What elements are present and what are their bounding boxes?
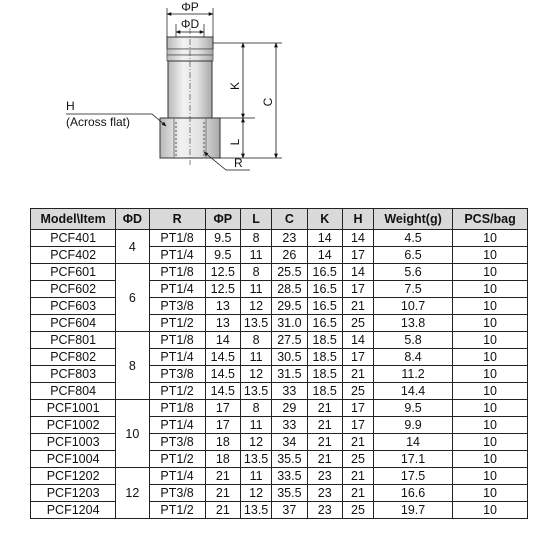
model-cell: PCF401 xyxy=(31,230,116,247)
table-row xyxy=(31,383,528,400)
value-cell: 23 xyxy=(272,230,307,247)
value-cell: PT1/4 xyxy=(149,281,205,298)
value-cell: 18.5 xyxy=(307,332,342,349)
value-cell: PT1/8 xyxy=(149,264,205,281)
value-cell: 11 xyxy=(241,349,272,366)
value-cell: 10 xyxy=(453,366,528,383)
value-cell: 21 xyxy=(307,434,342,451)
bore-diameter-cell: 8 xyxy=(116,332,149,400)
value-cell: 21 xyxy=(205,485,240,502)
model-cell: PCF1203 xyxy=(31,485,116,502)
value-cell: 10 xyxy=(453,485,528,502)
bore-diameter-cell: 4 xyxy=(116,230,149,264)
table-row xyxy=(31,264,528,281)
value-cell: PT1/2 xyxy=(149,502,205,519)
value-cell: 8 xyxy=(241,400,272,417)
value-cell: 16.5 xyxy=(307,298,342,315)
table-row xyxy=(31,451,528,468)
column-header: K xyxy=(307,209,342,230)
value-cell: 10 xyxy=(453,264,528,281)
value-cell: PT1/4 xyxy=(149,247,205,264)
value-cell: 21 xyxy=(342,485,373,502)
value-cell: 5.6 xyxy=(374,264,453,281)
value-cell: 10 xyxy=(453,247,528,264)
value-cell: 7.5 xyxy=(374,281,453,298)
value-cell: 21 xyxy=(342,366,373,383)
value-cell: 10 xyxy=(453,349,528,366)
value-cell: 18 xyxy=(205,434,240,451)
value-cell: 11 xyxy=(241,417,272,434)
bore-diameter-cell: 10 xyxy=(116,400,149,468)
model-cell: PCF804 xyxy=(31,383,116,400)
value-cell: 8.4 xyxy=(374,349,453,366)
column-header: R xyxy=(149,209,205,230)
value-cell: 16.5 xyxy=(307,315,342,332)
value-cell: 21 xyxy=(342,468,373,485)
value-cell: 12 xyxy=(241,366,272,383)
value-cell: 16.6 xyxy=(374,485,453,502)
value-cell: 14 xyxy=(307,247,342,264)
value-cell: 23 xyxy=(307,502,342,519)
value-cell: 37 xyxy=(272,502,307,519)
phi-d-label: ΦD xyxy=(180,17,200,31)
value-cell: 11 xyxy=(241,468,272,485)
value-cell: 25 xyxy=(342,451,373,468)
value-cell: 17 xyxy=(342,349,373,366)
value-cell: 10 xyxy=(453,468,528,485)
value-cell: 11.2 xyxy=(374,366,453,383)
value-cell: 14 xyxy=(374,434,453,451)
table-row xyxy=(31,230,528,247)
r-label: R xyxy=(234,156,243,170)
value-cell: 13.5 xyxy=(241,451,272,468)
value-cell: 9.5 xyxy=(205,247,240,264)
value-cell: 10 xyxy=(453,281,528,298)
value-cell: 17 xyxy=(342,417,373,434)
value-cell: 17 xyxy=(342,400,373,417)
value-cell: 21 xyxy=(342,434,373,451)
fitting-body xyxy=(160,28,220,165)
value-cell: 13 xyxy=(205,298,240,315)
value-cell: 21 xyxy=(205,502,240,519)
table-row xyxy=(31,434,528,451)
column-header: Model\Item xyxy=(31,209,116,230)
k-label: K xyxy=(228,81,242,91)
c-label: C xyxy=(261,97,275,107)
value-cell: PT1/2 xyxy=(149,451,205,468)
value-cell: 4.5 xyxy=(374,230,453,247)
value-cell: 14 xyxy=(342,332,373,349)
column-header: PCS/bag xyxy=(453,209,528,230)
value-cell: 10 xyxy=(453,383,528,400)
value-cell: 10 xyxy=(453,315,528,332)
table-row xyxy=(31,247,528,264)
value-cell: 14 xyxy=(342,230,373,247)
value-cell: 21 xyxy=(342,298,373,315)
value-cell: 33 xyxy=(272,417,307,434)
column-header: ΦD xyxy=(116,209,149,230)
value-cell: 21 xyxy=(205,468,240,485)
value-cell: PT1/2 xyxy=(149,383,205,400)
value-cell: PT3/8 xyxy=(149,485,205,502)
value-cell: 9.5 xyxy=(205,230,240,247)
column-header: Weight(g) xyxy=(374,209,453,230)
value-cell: 10 xyxy=(453,298,528,315)
value-cell: 13.5 xyxy=(241,315,272,332)
value-cell: 29.5 xyxy=(272,298,307,315)
model-cell: PCF603 xyxy=(31,298,116,315)
value-cell: 25 xyxy=(342,383,373,400)
value-cell: 11 xyxy=(241,281,272,298)
column-header: H xyxy=(342,209,373,230)
dimension-h xyxy=(66,99,166,129)
model-cell: PCF1202 xyxy=(31,468,116,485)
model-cell: PCF801 xyxy=(31,332,116,349)
table-row xyxy=(31,315,528,332)
table-row xyxy=(31,502,528,519)
fitting-dimension-drawing xyxy=(0,0,550,200)
value-cell: 18.5 xyxy=(307,383,342,400)
value-cell: PT1/8 xyxy=(149,400,205,417)
value-cell: 34 xyxy=(272,434,307,451)
value-cell: PT3/8 xyxy=(149,366,205,383)
value-cell: 25 xyxy=(342,315,373,332)
value-cell: 21 xyxy=(307,400,342,417)
value-cell: 10 xyxy=(453,230,528,247)
value-cell: 10 xyxy=(453,502,528,519)
value-cell: 12.5 xyxy=(205,281,240,298)
value-cell: 10 xyxy=(453,332,528,349)
table-row xyxy=(31,332,528,349)
value-cell: 28.5 xyxy=(272,281,307,298)
value-cell: 30.5 xyxy=(272,349,307,366)
value-cell: PT1/8 xyxy=(149,332,205,349)
value-cell: 12.5 xyxy=(205,264,240,281)
value-cell: 25.5 xyxy=(272,264,307,281)
value-cell: 14.5 xyxy=(205,366,240,383)
column-header: C xyxy=(272,209,307,230)
value-cell: 16.5 xyxy=(307,281,342,298)
table-row xyxy=(31,366,528,383)
phi-p-label: ΦP xyxy=(181,0,199,14)
h-across-flat-label: (Across flat) xyxy=(66,115,131,129)
value-cell: 17 xyxy=(205,400,240,417)
table-row xyxy=(31,400,528,417)
bore-diameter-cell: 12 xyxy=(116,468,149,519)
value-cell: PT1/8 xyxy=(149,230,205,247)
value-cell: 13.5 xyxy=(241,502,272,519)
value-cell: PT1/4 xyxy=(149,468,205,485)
model-cell: PCF1004 xyxy=(31,451,116,468)
table-row xyxy=(31,281,528,298)
value-cell: 11 xyxy=(241,247,272,264)
value-cell: 17 xyxy=(205,417,240,434)
model-cell: PCF1001 xyxy=(31,400,116,417)
value-cell: 9.5 xyxy=(374,400,453,417)
table-row xyxy=(31,468,528,485)
h-label: H xyxy=(66,99,75,113)
value-cell: 8 xyxy=(241,332,272,349)
value-cell: 14 xyxy=(307,230,342,247)
table-row xyxy=(31,349,528,366)
value-cell: 14.5 xyxy=(205,349,240,366)
value-cell: 12 xyxy=(241,434,272,451)
value-cell: 23 xyxy=(307,468,342,485)
value-cell: 12 xyxy=(241,485,272,502)
value-cell: 12 xyxy=(241,298,272,315)
value-cell: 10 xyxy=(453,400,528,417)
value-cell: 9.9 xyxy=(374,417,453,434)
value-cell: 14 xyxy=(205,332,240,349)
value-cell: 5.8 xyxy=(374,332,453,349)
table-row xyxy=(31,298,528,315)
value-cell: 14.5 xyxy=(205,383,240,400)
spec-table xyxy=(30,208,528,519)
model-cell: PCF604 xyxy=(31,315,116,332)
column-header: ΦP xyxy=(205,209,240,230)
value-cell: 8 xyxy=(241,230,272,247)
value-cell: 27.5 xyxy=(272,332,307,349)
value-cell: PT3/8 xyxy=(149,434,205,451)
model-cell: PCF803 xyxy=(31,366,116,383)
value-cell: 33 xyxy=(272,383,307,400)
value-cell: 18.5 xyxy=(307,349,342,366)
value-cell: 14 xyxy=(342,264,373,281)
value-cell: 21 xyxy=(307,451,342,468)
value-cell: 6.5 xyxy=(374,247,453,264)
table-row xyxy=(31,485,528,502)
value-cell: 10 xyxy=(453,451,528,468)
value-cell: 25 xyxy=(342,502,373,519)
model-cell: PCF1003 xyxy=(31,434,116,451)
value-cell: 23 xyxy=(307,485,342,502)
value-cell: 13 xyxy=(205,315,240,332)
model-cell: PCF1002 xyxy=(31,417,116,434)
value-cell: 16.5 xyxy=(307,264,342,281)
value-cell: 10 xyxy=(453,417,528,434)
value-cell: 13.8 xyxy=(374,315,453,332)
value-cell: 18 xyxy=(205,451,240,468)
value-cell: 10 xyxy=(453,434,528,451)
value-cell: 17.1 xyxy=(374,451,453,468)
value-cell: 31.5 xyxy=(272,366,307,383)
value-cell: 31.0 xyxy=(272,315,307,332)
value-cell: 17.5 xyxy=(374,468,453,485)
value-cell: 21 xyxy=(307,417,342,434)
value-cell: 29 xyxy=(272,400,307,417)
dimension-k-c-l xyxy=(213,43,282,158)
model-cell: PCF1204 xyxy=(31,502,116,519)
value-cell: 33.5 xyxy=(272,468,307,485)
value-cell: 35.5 xyxy=(272,451,307,468)
value-cell: PT3/8 xyxy=(149,298,205,315)
model-cell: PCF602 xyxy=(31,281,116,298)
value-cell: PT1/4 xyxy=(149,349,205,366)
value-cell: 8 xyxy=(241,264,272,281)
bore-diameter-cell: 6 xyxy=(116,264,149,332)
value-cell: 17 xyxy=(342,281,373,298)
l-label: L xyxy=(228,138,242,146)
value-cell: 13.5 xyxy=(241,383,272,400)
value-cell: 17 xyxy=(342,247,373,264)
value-cell: 18.5 xyxy=(307,366,342,383)
value-cell: PT1/2 xyxy=(149,315,205,332)
value-cell: 14.4 xyxy=(374,383,453,400)
value-cell: PT1/4 xyxy=(149,417,205,434)
model-cell: PCF402 xyxy=(31,247,116,264)
value-cell: 35.5 xyxy=(272,485,307,502)
value-cell: 10.7 xyxy=(374,298,453,315)
value-cell: 19.7 xyxy=(374,502,453,519)
value-cell: 26 xyxy=(272,247,307,264)
table-row xyxy=(31,417,528,434)
model-cell: PCF802 xyxy=(31,349,116,366)
model-cell: PCF601 xyxy=(31,264,116,281)
column-header: L xyxy=(241,209,272,230)
table-header-row xyxy=(31,209,528,230)
